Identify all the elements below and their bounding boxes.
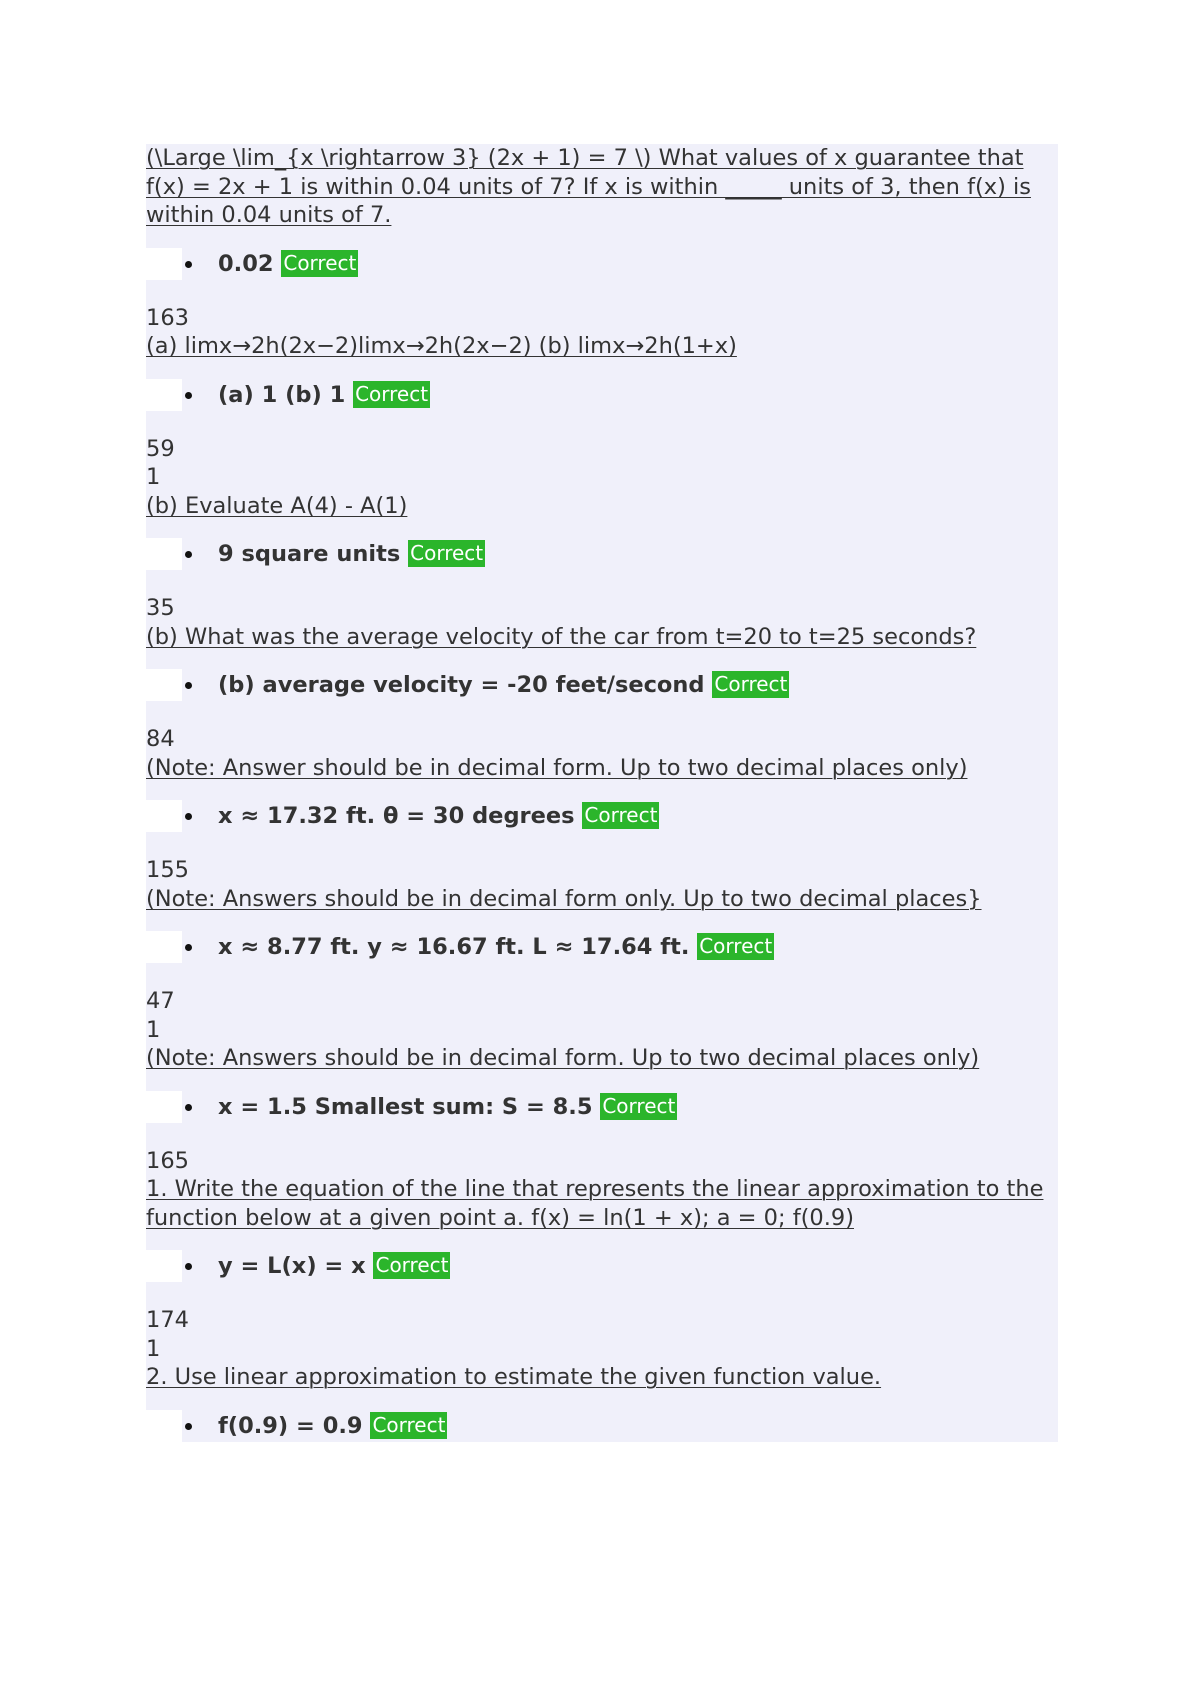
question-link[interactable]: (Note: Answers should be in decimal form. Up to two decimal places only) <box>146 1045 980 1071</box>
correct-badge: Correct <box>372 1412 446 1437</box>
answer-text: x = 1.5 Smallest sum: S = 8.5 <box>218 1093 593 1120</box>
question-link[interactable]: (Note: Answer should be in decimal form. Up to two decimal places only) <box>146 754 968 781</box>
vote-count: 84 <box>146 726 175 752</box>
answer-item <box>146 931 1058 963</box>
answer-item <box>146 1250 1058 1282</box>
answer-list <box>146 538 1058 570</box>
correct-badge: Correct <box>584 803 658 827</box>
correct-badge: Correct <box>602 1093 676 1118</box>
answer-text: x ≈ 17.32 ft. θ = 30 degrees <box>218 803 575 829</box>
qa-block-4 <box>146 594 1058 701</box>
answer-list <box>146 931 1058 963</box>
answer-item <box>146 248 1058 280</box>
question-link[interactable]: (a) limx→2h(2x−2)limx→2h(2x−2) (b) limx→2h(1+x) <box>146 333 737 359</box>
question-link[interactable]: (b) What was the average velocity of the car from t=20 to t=25 seconds? <box>146 623 977 650</box>
answer-list <box>146 379 1058 411</box>
qa-block-3 <box>146 435 1058 571</box>
answer-count: 1 <box>146 1016 161 1043</box>
answer-text: 9 square units <box>218 541 401 567</box>
answer-text: x ≈ 8.77 ft. y ≈ 16.67 ft. L ≈ 17.64 ft. <box>218 934 690 960</box>
answer-list <box>146 669 1058 701</box>
answer-count: 1 <box>146 464 161 490</box>
answer-item <box>146 379 1058 411</box>
qa-block-7 <box>146 987 1058 1123</box>
vote-count: 155 <box>146 857 189 883</box>
question-link[interactable]: 1. Write the equation of the line that represents the linear approximation to the function below at a given point a. f(x) = ln(1 + x); a = 0; f(0.9) <box>146 1176 1044 1231</box>
answer-item <box>146 1091 1058 1123</box>
answer-list <box>146 1410 1058 1442</box>
qa-block-5 <box>146 725 1058 832</box>
correct-badge: Correct <box>355 381 429 406</box>
answer-text: 0.02 <box>218 250 274 277</box>
qa-block-2 <box>146 304 1058 411</box>
correct-badge: Correct <box>375 1253 449 1277</box>
correct-badge: Correct <box>283 250 357 275</box>
answer-text: y = L(x) = x <box>218 1253 366 1279</box>
vote-count: 47 <box>146 988 175 1014</box>
answer-list <box>146 1091 1058 1123</box>
question-link[interactable]: 2. Use linear approximation to estimate the given function value. <box>146 1364 882 1390</box>
qa-block-6 <box>146 856 1058 963</box>
answer-item <box>146 669 1058 701</box>
answer-count: 1 <box>146 1335 161 1362</box>
qa-block-8 <box>146 1147 1058 1283</box>
answer-text: (a) 1 (b) 1 <box>218 381 346 408</box>
vote-count: 35 <box>146 595 175 621</box>
answer-item <box>146 538 1058 570</box>
vote-count: 59 <box>146 435 175 462</box>
question-link[interactable]: (b) Evaluate A(4) - A(1) <box>146 492 408 519</box>
answer-list <box>146 800 1058 832</box>
answer-item <box>146 1410 1058 1442</box>
answer-list <box>146 1250 1058 1282</box>
correct-badge: Correct <box>714 672 788 696</box>
correct-badge: Correct <box>699 934 773 958</box>
document-content <box>146 144 1058 1442</box>
answer-text: (b) average velocity = -20 feet/second <box>218 672 705 698</box>
answer-text: f(0.9) = 0.9 <box>218 1412 363 1439</box>
vote-count: 174 <box>146 1307 189 1333</box>
answer-item <box>146 800 1058 832</box>
vote-count: 165 <box>146 1147 189 1174</box>
question-link[interactable]: (Note: Answers should be in decimal form only. Up to two decimal places} <box>146 885 982 912</box>
vote-count: 163 <box>146 304 189 331</box>
correct-badge: Correct <box>410 541 484 565</box>
qa-block-9 <box>146 1306 1058 1442</box>
question-link[interactable]: (\Large \lim_{x \rightarrow 3} (2x + 1) = 7 \) What values of x guarantee that f(x) = 2x + 1 is within 0.04 units of 7? If x is within _____ units of 3, then f(x) is within 0.04 units of 7. <box>146 145 1031 228</box>
qa-block-1 <box>146 144 1058 280</box>
answer-list <box>146 248 1058 280</box>
